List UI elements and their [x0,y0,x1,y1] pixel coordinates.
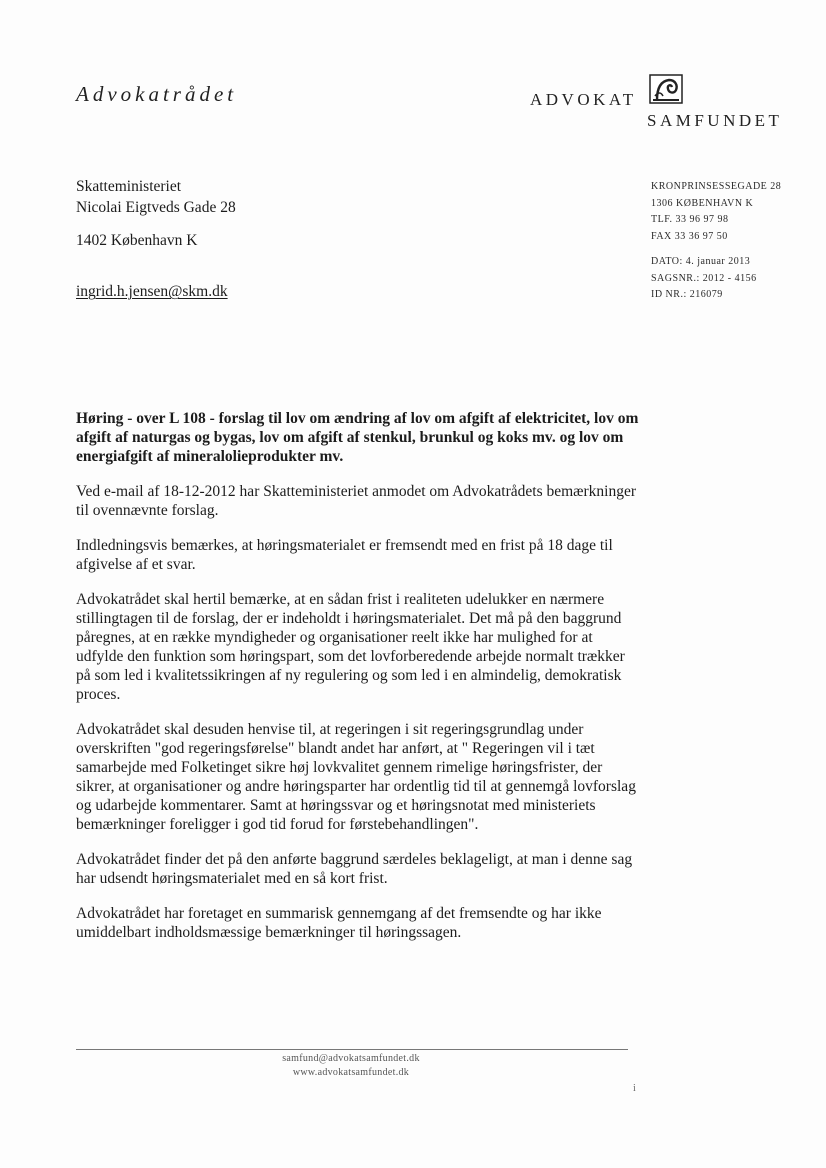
letter-date: DATO: 4. januar 2013 [651,256,751,267]
recipient-name: Skatteministeriet [76,178,182,195]
footer-divider [76,1049,628,1050]
sender-city: 1306 KØBENHAVN K [651,197,754,209]
recipient-address [76,176,236,302]
body-paragraph: Advokatrådet har foretaget en summarisk gennemgang af det fremsendte og har ikke umiddelbart indholdsmæssige bemærkninger til høringssagen. [76,905,602,941]
id-number: ID NR.: 216079 [651,289,723,300]
body-paragraph: Advokatrådet finder det på den anførte baggrund særdeles beklageligt, at man i denne sag har udsendt høringsmaterialet med en så kort frist. [76,851,633,887]
body-paragraph: Ved e-mail af 18-12-2012 har Skatteministeriet anmodet om Advokatrådets bemærkninger til ovennævnte forslag. [76,483,637,519]
footer-email-link[interactable]: samfund@advokatsamfundet.dk [282,1053,420,1064]
footer [210,1052,492,1080]
letter-body [76,482,641,958]
recipient-city: 1402 København K [76,232,198,249]
sender-phone: TLF. 33 96 97 98 [651,214,729,225]
logo-text-samfundet: SAMFUNDET [647,111,783,130]
logo-text-advokat: ADVOKAT [530,90,637,109]
recipient-street: Nicolai Eigtveds Gade 28 [76,199,236,216]
case-number: SAGSNR.: 2012 - 4156 [651,272,757,284]
sender-fax: FAX 33 36 97 50 [651,230,728,242]
sender-street: KRONPRINSESSEGADE 28 [651,181,782,192]
recipient-email-link[interactable]: ingrid.h.jensen@skm.dk [76,283,228,300]
page-number: i [633,1083,636,1094]
footer-website-link[interactable]: www.advokatsamfundet.dk [292,1067,410,1078]
letter-subject: Høring - over L 108 - forslag til lov om ændring af lov om afgift af elektricitet, lov om afgift af naturgas og bygas, lov om afgift af stenkul, brunkul og koks mv. og lov om energiafgift af mineralolieprodukter mv. [76,410,639,465]
body-paragraph: Indledningsvis bemærkes, at høringsmaterialet er fremsendt med en frist på 18 dage til afgivelse af et svar. [76,537,613,573]
sender-details [651,179,781,304]
body-paragraph: Advokatrådet skal hertil bemærke, at en sådan frist i realiteten udelukker en nærmere stillingtagen til de forslag, der er indeholdt i høringsmaterialet. Det må på den baggrund påregnes, at en række myndigheder og organisationer reelt ikke har mulighed for at udfylde den funktion som høringspart, som det lovforberedende arbejde normalt trækker på som led i kvalitetssikringen af ny regulering og som led i en almindelig, demokratisk proces. [76,591,625,703]
advokatsamfundet-logo-icon [649,74,683,104]
body-paragraph: Advokatrådet skal desuden henvise til, at regeringen i sit regeringsgrundlag under overskriften "god regeringsførelse" blandt andet har anført, at " Regeringen vil i tæt samarbejde med Folketinget sikre høj lovkvalitet gennem rimelige høringsfrister, der sikrer, at organisationer og andre høringsparter har ordentlig tid til at gennemgå lovforslag og udarbejde kommentarer. Samt at høringssvar og et høringsnotat med ministeriets bemærkninger foreligger i god tid forud for førstebehandlingen". [76,721,636,833]
advokatraadet-title: Advokatrådet [76,82,238,106]
